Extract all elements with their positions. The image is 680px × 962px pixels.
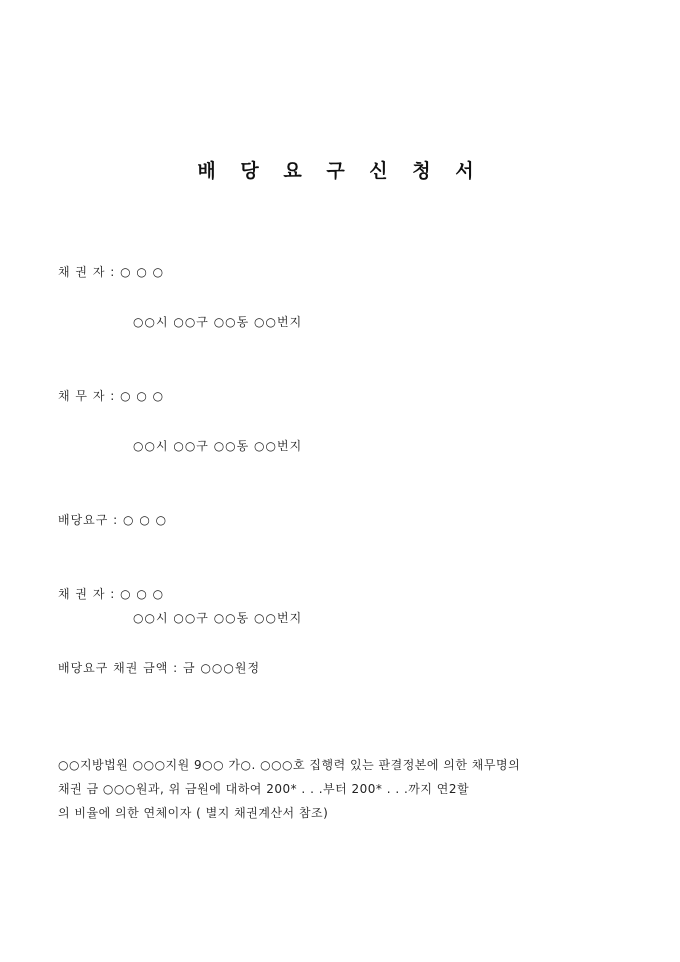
creditor-address: ○○시 ○○구 ○○동 ○○번지 (133, 315, 303, 329)
claim-description: ○○지방법원 ○○○지원 9○○ 가○. ○○○호 집행력 있는 판결정본에 의한 채무명의 채권 금 ○○○원과, 위 금원에 대하여 200* . . .부터 200* . . .까지 연2할 의 비율에 의한 연체이자 ( 별지 채권계산서 참조) (58, 758, 521, 820)
claimant-line: 배당요구 : ○ ○ ○ (58, 513, 168, 527)
second-creditor-line: 채 권 자 : ○ ○ ○ (58, 587, 165, 601)
claim-amount: 배당요구 채권 금액 : 금 ○○○원정 (58, 661, 261, 675)
creditor-line: 채 권 자 : ○ ○ ○ (58, 265, 165, 279)
debtor-line: 채 무 자 : ○ ○ ○ (58, 389, 165, 403)
document-title: 배 당 요 구 신 청 서 (197, 160, 483, 182)
debtor-address: ○○시 ○○구 ○○동 ○○번지 (133, 439, 303, 453)
second-creditor-address: ○○시 ○○구 ○○동 ○○번지 (133, 611, 303, 625)
